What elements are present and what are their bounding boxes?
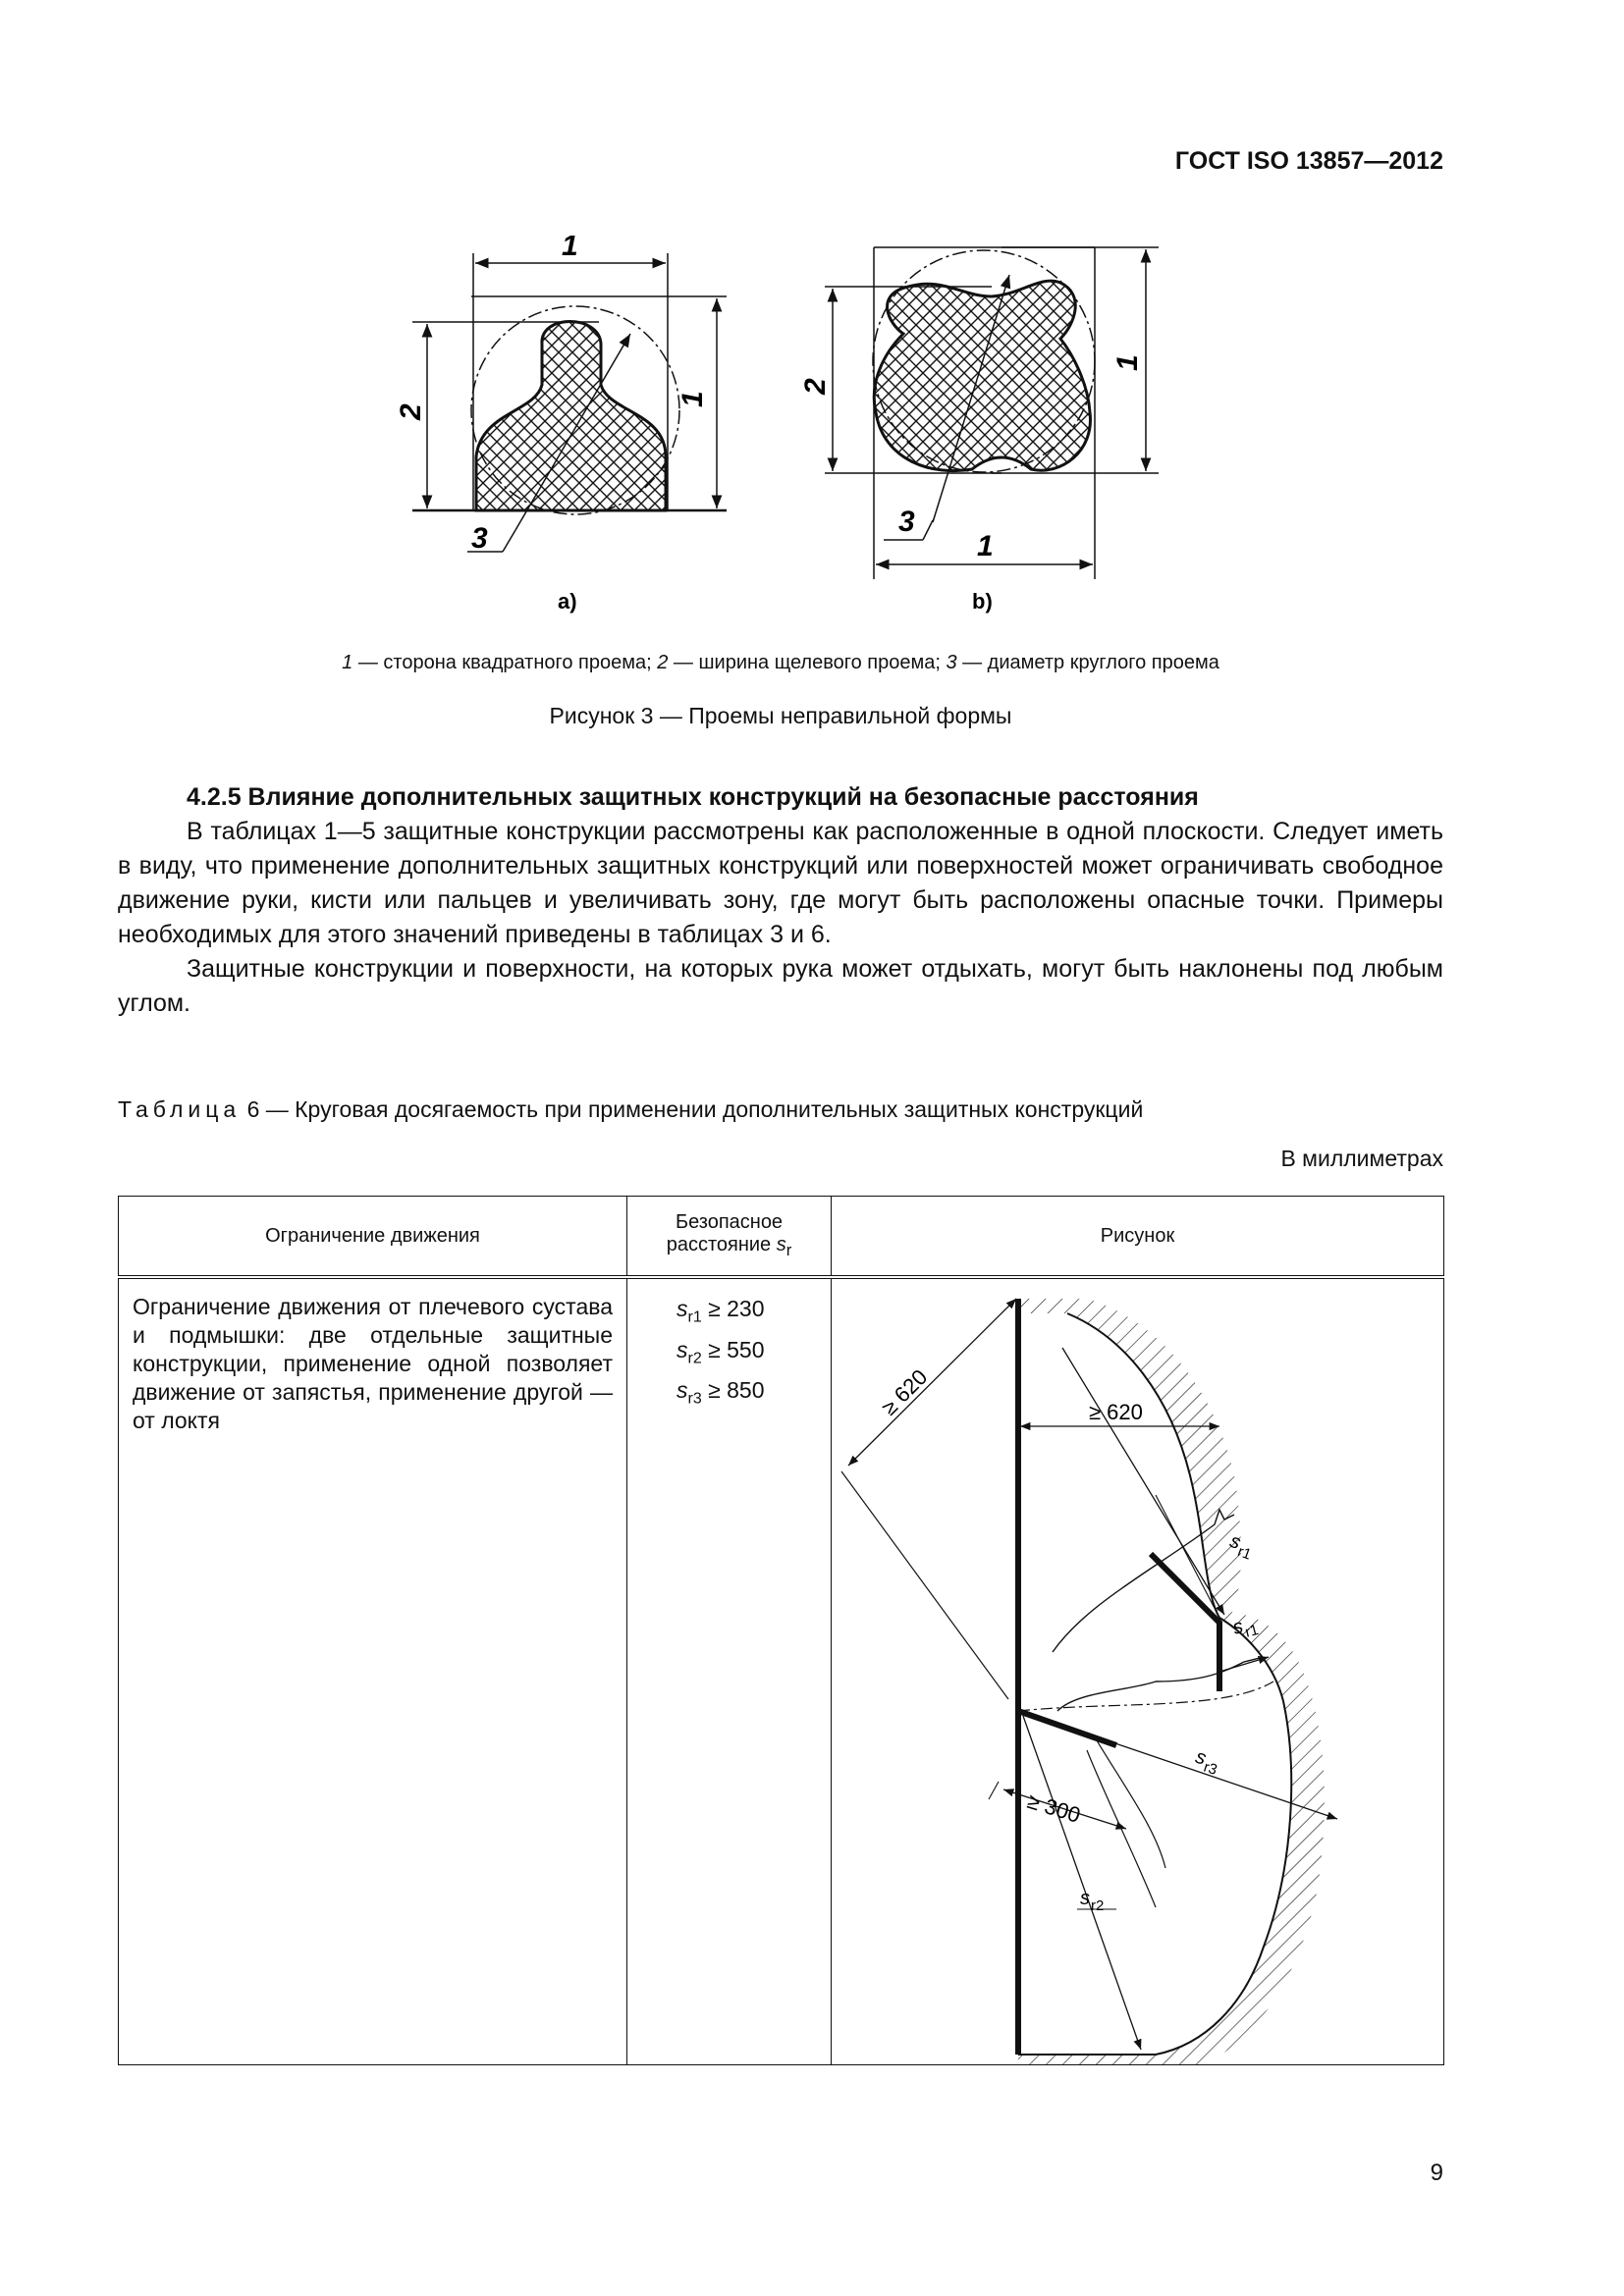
- fig3b-label-side-bottom: 1: [977, 530, 994, 562]
- legend-2-text: — ширина щелевого проема;: [668, 652, 947, 673]
- header-restriction: Ограничение движения: [119, 1197, 627, 1278]
- header-distance: [627, 1197, 832, 1278]
- subfigure-b-label: b): [972, 589, 993, 614]
- figure-3b: [799, 247, 1159, 614]
- paragraph-1: В таблицах 1—5 защитные конструкции рассмотрены как расположенные в одной плоскости. Следует иметь в виду, что применение дополнительных защитных конструкций или поверхностей может ограничивать свободное движение руки, кисти или пальцев и увеличивать зону, где могут быть расположены опасные точки. Примеры необходимых для этого значений приведены в таблицах 3 и 6.: [118, 818, 1443, 948]
- cell-figure: [832, 1277, 1444, 2065]
- subfigure-a-label: a): [558, 589, 577, 614]
- dim-300: ≥ 300: [1024, 1788, 1084, 1828]
- distance-sr2: $s_{r2} \ge 550$: [677, 1336, 765, 1367]
- table-title-word: Таблица: [118, 1096, 242, 1122]
- header-distance-symbol: s: [776, 1234, 786, 1255]
- svg-text:r3: r3: [1201, 1758, 1219, 1779]
- svg-text:s: s: [1080, 1888, 1090, 1909]
- fig3a-label-side-top: 1: [562, 236, 578, 262]
- label-sr2: [1080, 1888, 1104, 1914]
- figure-3-caption: Рисунок 3 — Проемы неправильной формы: [549, 703, 1012, 728]
- fig3b-label-side-right: 1: [1111, 354, 1144, 371]
- table-header-row: [119, 1197, 1444, 1278]
- table-units: В миллиметрах: [1280, 1146, 1443, 1171]
- fig3a-label-side-right: 1: [677, 391, 709, 407]
- svg-text:s: s: [1192, 1745, 1210, 1770]
- fig3b-label-diameter: 3: [898, 506, 915, 538]
- legend-1-text: — сторона квадратного проема;: [352, 652, 658, 673]
- dim-620-diagonal: ≥ 620: [876, 1364, 933, 1420]
- legend-1-number: 1: [342, 652, 353, 673]
- svg-text:s: s: [1226, 1529, 1244, 1554]
- page-number: 9: [1430, 2160, 1443, 2186]
- cell-safe-distances: [627, 1277, 832, 2065]
- reach-diagram: [832, 1279, 1440, 2064]
- fig3b-label-width: 2: [799, 378, 832, 395]
- svg-text:r2: r2: [1091, 1897, 1105, 1914]
- header-distance-subscript: r: [785, 1241, 792, 1259]
- distance-sr3: $s_{r3} \ge 850$: [677, 1377, 765, 1408]
- table-row: [119, 1277, 1444, 2065]
- paragraph-2: Защитные конструкции и поверхности, на которых рука может отдыхать, могут быть наклонены под любым углом.: [118, 955, 1443, 1017]
- document-header: ГОСТ ISO 13857—2012: [1174, 147, 1443, 175]
- fig3a-label-diameter: 3: [471, 522, 488, 555]
- aux-barrier-lower: [1018, 1711, 1116, 1745]
- table-6: [118, 1196, 1444, 2065]
- figure-3a: [395, 236, 727, 614]
- fig3a-label-width: 2: [395, 403, 427, 420]
- dim-620-horizontal: ≥ 620: [1089, 1400, 1143, 1424]
- svg-text:r1: r1: [1243, 1621, 1261, 1641]
- legend-3-text: — диаметр круглого проема: [956, 652, 1219, 673]
- section-4-2-5: [118, 780, 1443, 1021]
- svg-text:r1: r1: [1235, 1543, 1254, 1564]
- table-title-text: 6 — Круговая досягаемость при применении дополнительных защитных конструкций: [241, 1096, 1144, 1122]
- figure-3-legend: [118, 652, 1443, 674]
- label-sr3: [1191, 1746, 1221, 1779]
- header-distance-line2: расстояние: [666, 1234, 777, 1255]
- cell-restriction: Ограничение движения от плечевого сустава и подмышки: две отдельные защитные конструкции, применение одной позволяет движение от запястья, применение другой — от локтя: [119, 1277, 627, 2065]
- legend-3-number: 3: [946, 652, 957, 673]
- svg-text:s: s: [1230, 1615, 1246, 1639]
- figure-3-irregular-openings: [373, 236, 1257, 638]
- section-heading: 4.2.5 Влияние дополнительных защитных конструкций на безопасные расстояния: [187, 783, 1199, 811]
- legend-2-number: 2: [657, 652, 669, 673]
- distance-sr1: $s_{r1} \ge 230$: [677, 1296, 765, 1326]
- table-6-title: [118, 1096, 1443, 1123]
- header-figure: Рисунок: [832, 1197, 1444, 1278]
- header-distance-line1: Безопасное: [675, 1211, 784, 1233]
